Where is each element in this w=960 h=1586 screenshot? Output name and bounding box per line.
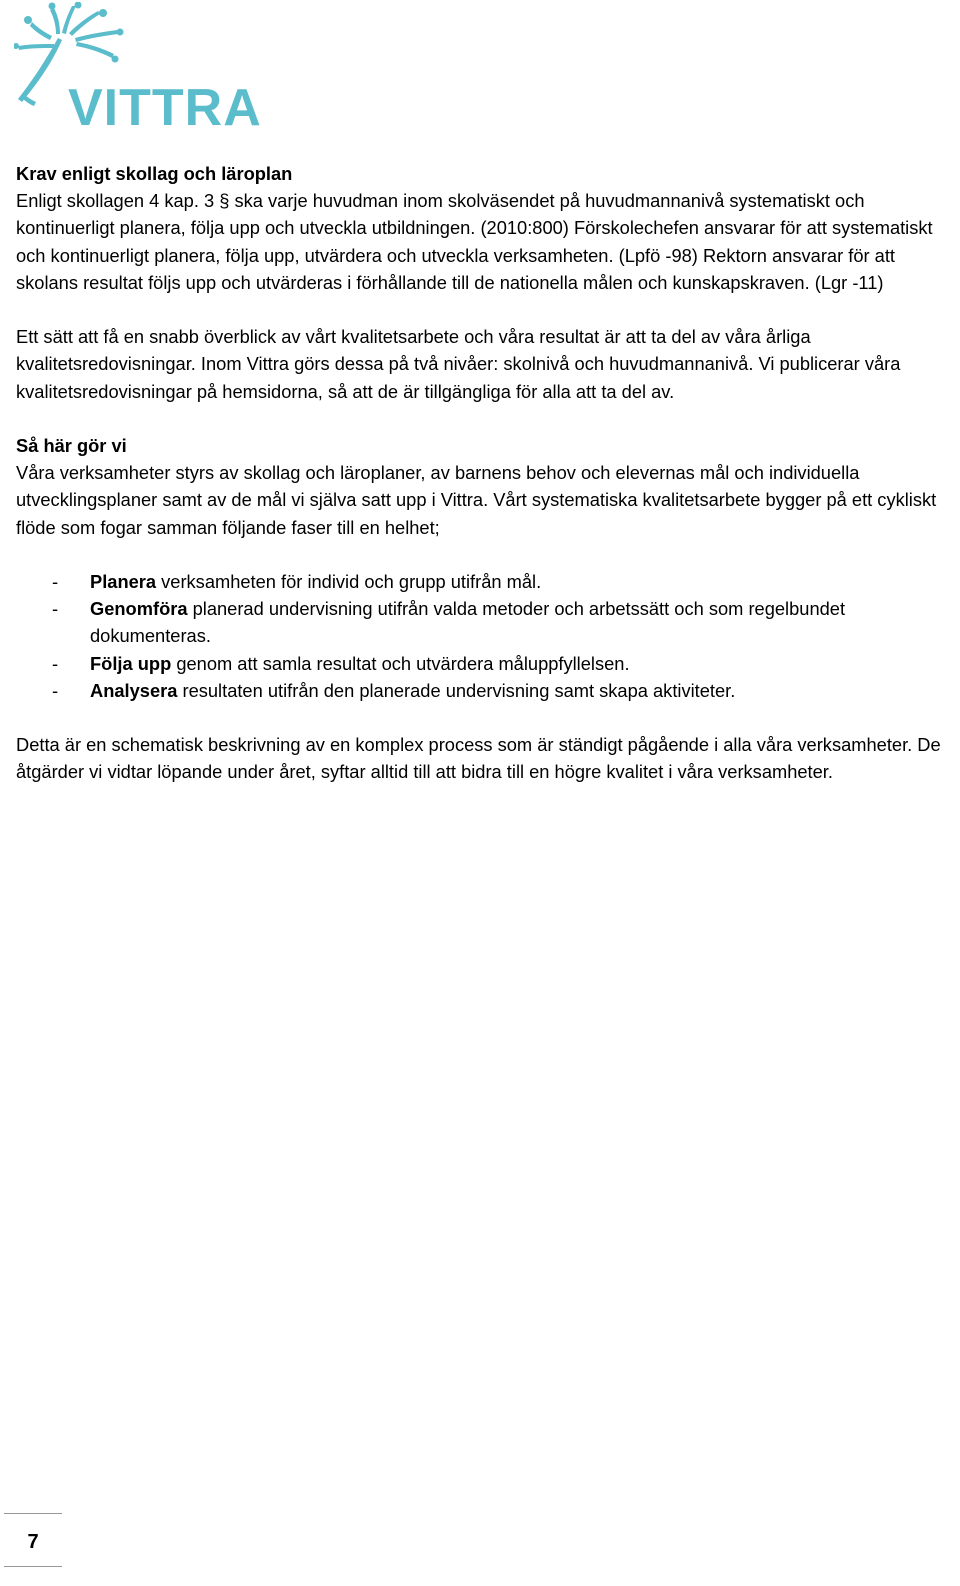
list-item	[16, 595, 954, 649]
phase-term: Genomföra	[90, 598, 188, 620]
page-number: 7	[27, 1531, 39, 1553]
phase-list	[16, 568, 954, 704]
document-body	[16, 160, 954, 786]
paragraph-requirements: Enligt skollagen 4 kap. 3 § ska varje huvudman inom skolväsendet på huvudmannanivå systematiskt och kontinuerligt planera, följa upp och utveckla utbildningen. (2010:800) Förskolechefen ansvarar för att systematiskt och kontinuerligt planera, följa upp, utvärdera och utveckla verksamheten. (Lpfö -98) Rektorn ansvarar för att skolans resultat följs upp och utvärderas i förhållande till de nationella målen och kunskapskraven. (Lgr -11)	[16, 190, 933, 293]
paragraph-how-we-work: Våra verksamheter styrs av skollag och läroplaner, av barnens behov och elevernas mål och individuella utvecklingsplaner samt av de mål vi själva satt upp i Vittra. Vårt systematiska kvalitetsarbete bygger på ett cykliskt flöde som fogar samman följande faser till en helhet;	[16, 462, 937, 538]
list-item	[16, 650, 954, 677]
phase-term: Analysera	[90, 679, 178, 701]
footer-divider	[4, 1513, 62, 1514]
phase-term: Planera	[90, 571, 157, 592]
heading-how-we-work: Så här gör vi	[16, 435, 127, 456]
list-item	[16, 677, 954, 704]
spacer	[16, 541, 954, 568]
paragraph-overview: Ett sätt att få en snabb överblick av vårt kvalitetsarbete och våra resultat är att ta del av våra årliga kvalitetsredovisningar. Inom Vittra görs dessa på två nivåer: skolnivå och huvudmannanivå. Vi publicerar våra kvalitetsredovisningar på hemsidorna, så att de är tillgängliga för alla att ta del av.	[16, 326, 901, 402]
paragraph-summary: Detta är en schematisk beskrivning av en komplex process som är ständigt pågående i alla våra verksamheter. De åtgärder vi vidtar löpande under året, syftar alltid till att bidra till en högre kvalitet i våra verksamheter.	[16, 734, 941, 783]
heading-requirements: Krav enligt skollag och läroplan	[16, 163, 293, 184]
phase-term: Följa upp	[90, 652, 172, 674]
list-dash: -	[52, 652, 59, 674]
phase-text: verksamheten för individ och grupp utifrån mål.	[156, 571, 542, 592]
spacer	[16, 405, 954, 432]
list-dash: -	[52, 571, 59, 592]
phase-text: planerad undervisning utifrån valda metoder och arbetssätt och som regelbundet dokumenteras.	[90, 598, 846, 647]
phase-text: resultaten utifrån den planerade undervisning samt skapa aktiviteter.	[177, 679, 736, 701]
list-dash: -	[52, 679, 59, 701]
logo-wordmark: VITTRA	[68, 79, 262, 137]
spacer	[16, 296, 954, 323]
list-dash: -	[52, 598, 59, 620]
footer-divider-bottom	[4, 1566, 62, 1567]
spacer	[16, 704, 954, 731]
list-item	[16, 568, 954, 595]
phase-text: genom att samla resultat och utvärdera måluppfyllelsen.	[171, 652, 630, 674]
vittra-logo	[14, 2, 276, 136]
